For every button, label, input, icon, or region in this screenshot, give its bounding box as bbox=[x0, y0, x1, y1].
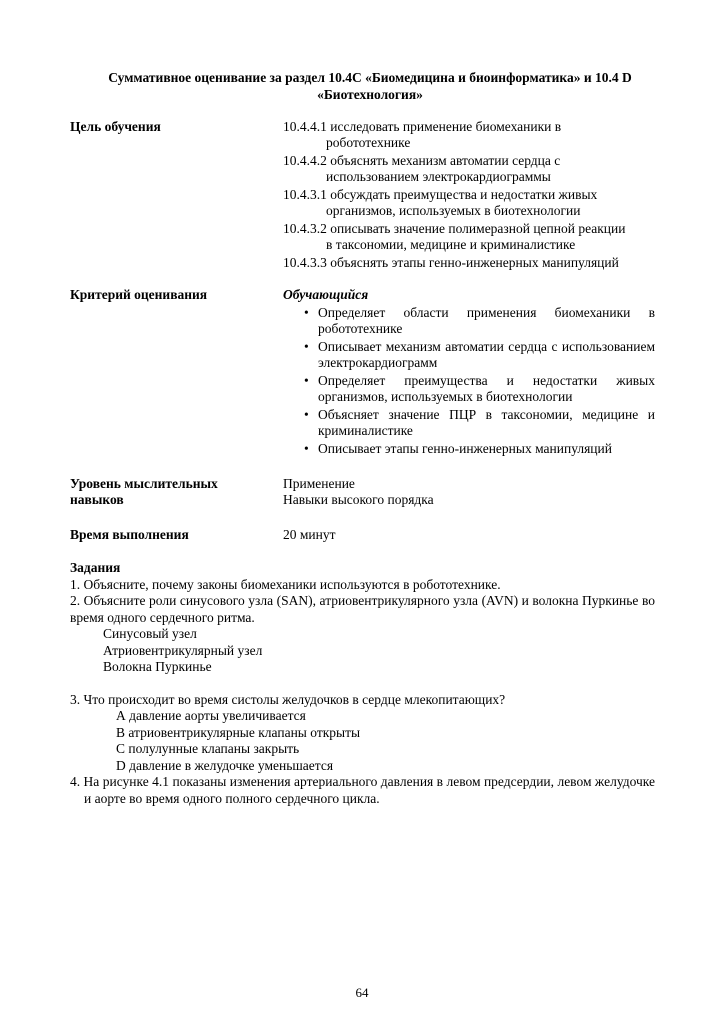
q2-item: Атриовентрикулярный узел bbox=[103, 642, 263, 658]
goal-code: 10.4.3.1 bbox=[283, 187, 327, 202]
goal-text-cont: в таксономии, медицине и криминалистике bbox=[326, 237, 576, 252]
goal-text-cont: организмов, используемых в биотехнологии bbox=[326, 203, 581, 218]
goal-code: 10.4.4.1 bbox=[283, 119, 327, 134]
criteria-item: • Определяет области применения биомеханики в робототехнике bbox=[304, 305, 655, 336]
goal-text-cont: робототехнике bbox=[326, 135, 411, 150]
tasks-header: Задания bbox=[70, 560, 121, 575]
time-label: Время выполнения bbox=[70, 527, 189, 542]
question-1: 1. Объясните, почему законы биомеханики используются в робототехнике. bbox=[70, 576, 501, 592]
bullet-icon: • bbox=[304, 373, 309, 388]
goal-code: 10.4.3.2 bbox=[283, 221, 327, 236]
goal-item bbox=[283, 255, 655, 271]
criteria-item: • Описывает этапы генно-инженерных манипуляций bbox=[304, 441, 612, 456]
q3-option: D давление в желудочке уменьшается bbox=[116, 757, 334, 773]
criteria-item: • Описывает механизм автоматии сердца с использованием электрокардиограмм bbox=[304, 339, 655, 370]
bullet-icon: • bbox=[304, 305, 309, 320]
q3-option: В атриовентрикулярные клапаны открыты bbox=[116, 724, 361, 740]
goal-item bbox=[283, 187, 655, 219]
goal-code: 10.4.3.3 bbox=[283, 255, 327, 270]
time-value: 20 минут bbox=[283, 527, 336, 542]
criteria-item: • Объясняет значение ПЦР в таксономии, медицине и криминалистике bbox=[304, 407, 655, 438]
goal-text: объяснять механизм автоматии сердца с bbox=[330, 153, 561, 168]
goal-text: обсуждать преимущества и недостатки живых bbox=[330, 187, 598, 202]
criteria-item: • Определяет преимущества и недостатки живых организмов, используемых в биотехнологии bbox=[304, 373, 655, 404]
goal-text: исследовать применение биомеханики в bbox=[330, 119, 562, 134]
goal-text: объяснять этапы генно-инженерных манипуляций bbox=[330, 255, 619, 270]
criteria-list bbox=[283, 305, 655, 457]
question-4: 4. На рисунке 4.1 показаны изменения артериального давления в левом предсердии, левом желудочке и аорте во время одного полного сердечного цикла. bbox=[70, 774, 655, 806]
skills-value: Навыки высокого порядка bbox=[283, 492, 434, 507]
bullet-icon: • bbox=[304, 407, 309, 422]
skills-values bbox=[283, 476, 655, 508]
goal-item bbox=[283, 153, 655, 185]
q3-option: С полулунные клапаны закрыть bbox=[116, 741, 300, 756]
bullet-icon: • bbox=[304, 339, 309, 354]
goal-text: описывать значение полимеразной цепной реакции bbox=[330, 221, 626, 236]
title-line-1: Суммативное оценивание за раздел 10.4С «Биомедицина и биоинформатика» и 10.4 D bbox=[108, 70, 632, 85]
question-2: 2. Объясните роли синусового узла (SAN), атриовентрикулярного узла (AVN) и волокна Пуркинье во время одного сердечного ритма. bbox=[70, 593, 655, 625]
page-number: 64 bbox=[355, 985, 369, 1000]
q2-item: Волокна Пуркинье bbox=[103, 659, 212, 674]
document-title bbox=[70, 69, 670, 103]
title-line-2: «Биотехнология» bbox=[317, 87, 423, 102]
goal-item bbox=[283, 119, 655, 151]
criteria-label: Критерий оценивания bbox=[70, 287, 208, 302]
goal-text-cont: использованием электрокардиограммы bbox=[326, 169, 551, 184]
tasks-section bbox=[70, 560, 655, 807]
goal-item bbox=[283, 221, 655, 253]
q3-option: А давление аорты увеличивается bbox=[116, 708, 306, 723]
goal-code: 10.4.4.2 bbox=[283, 153, 327, 168]
q2-item: Синусовый узел bbox=[103, 626, 197, 641]
skills-value: Применение bbox=[283, 476, 355, 491]
goal-label: Цель обучения bbox=[70, 119, 161, 134]
bullet-icon: • bbox=[304, 441, 309, 456]
goal-list bbox=[283, 119, 655, 273]
skills-label: Уровень мыслительных навыков bbox=[70, 476, 218, 507]
question-3: 3. Что происходит во время систолы желудочков в сердце млекопитающих? bbox=[70, 691, 506, 707]
learner-heading: Обучающийся bbox=[283, 287, 369, 302]
criteria-block bbox=[283, 287, 655, 459]
